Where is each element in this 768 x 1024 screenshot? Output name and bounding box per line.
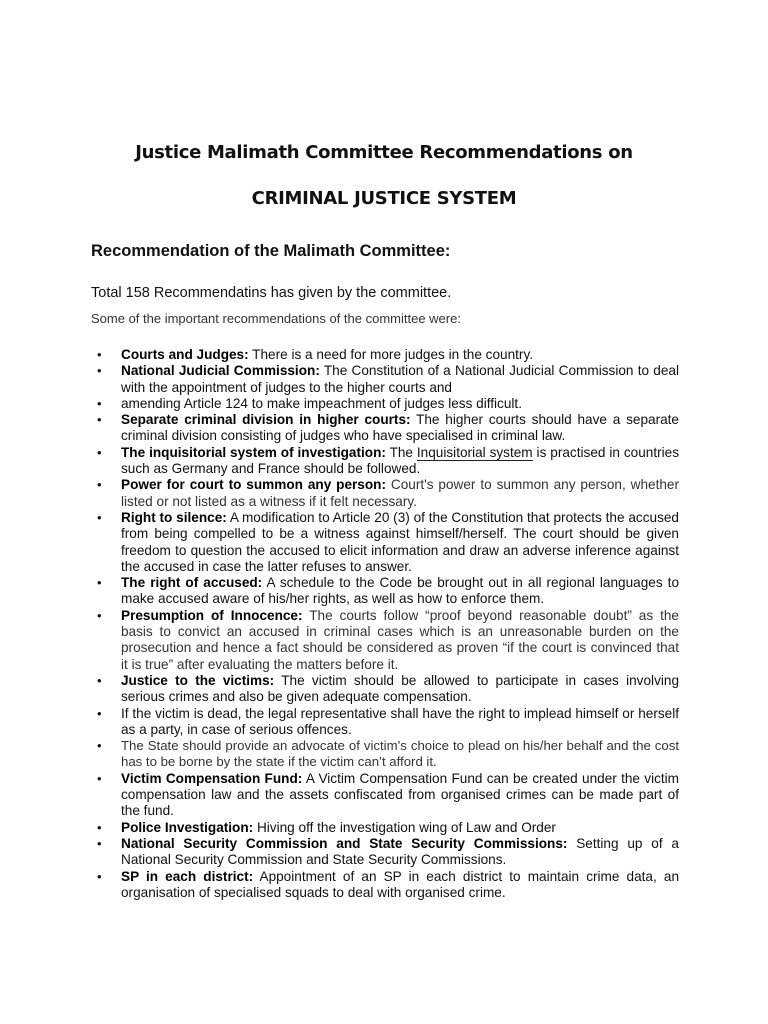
item-term: Right to silence:	[121, 509, 227, 525]
section-heading: Recommendation of the Malimath Committee:	[91, 242, 451, 260]
intro-text: Some of the important recommendations of the committee were:	[91, 311, 461, 326]
list-item	[91, 396, 679, 412]
item-term: The inquisitorial system of investigation:	[121, 444, 386, 460]
item-term: Justice to the victims:	[121, 672, 275, 688]
list-item	[91, 706, 679, 739]
recommendation-list	[91, 347, 679, 901]
item-text: The Constitution of a National Judicial Commission to deal with the appointment of judges to the higher courts and	[121, 363, 679, 395]
list-item	[91, 412, 679, 445]
document-subtitle: CRIMINAL JUSTICE SYSTEM	[251, 188, 517, 209]
item-text-before-link: The	[385, 444, 417, 460]
item-text: A schedule to the Code be brought out in all regional languages to make accused aware of his/her rights, as well as how to enforce them.	[121, 575, 680, 607]
item-text: A modification to Article 20 (3) of the Constitution that protects the accused from being compelled to be a witness against himself/herself. The court should be given freedom to question the accused to elicit information and draw an adverse inference against the accused in case the latter refuses to answer.	[121, 509, 679, 574]
item-text: Setting up of a National Security Commission and State Security Commissions.	[121, 835, 679, 868]
item-term: Courts and Judges:	[121, 347, 249, 362]
list-item	[91, 608, 679, 673]
list-item	[91, 575, 679, 608]
item-term: Victim Compensation Fund:	[121, 770, 303, 786]
item-text: Court's power to summon any person, whether listed or not listed as a witness if it felt necessary.	[121, 477, 680, 509]
item-text: A Victim Compensation Fund can be created under the victim compensation law and the assets confiscated from organised crimes can be made part of the fund.	[121, 770, 680, 819]
item-term: The right of accused:	[121, 575, 263, 591]
list-item	[91, 738, 679, 771]
item-text: The State should provide an advocate of victim’s choice to plead on his/her behalf and the cost has to be borne by the state if the victim can’t afford it.	[121, 738, 679, 770]
item-term: National Security Commission and State Security Commissions:	[121, 835, 568, 851]
list-item	[91, 477, 679, 510]
item-term: Police Investigation:	[121, 819, 254, 835]
list-item	[91, 363, 679, 396]
item-text: is practised in countries such as Germany and France should be followed.	[121, 444, 679, 477]
list-item	[91, 771, 679, 820]
item-text: If the victim is dead, the legal representative shall have the right to implead himself or herself as a party, in case of serious offences.	[121, 705, 679, 737]
list-item	[91, 836, 679, 869]
item-term: Separate criminal division in higher courts:	[121, 412, 411, 428]
list-item	[91, 869, 679, 902]
total-recommendations-text: Total 158 Recommendatins has given by the committee.	[91, 285, 452, 301]
list-item	[91, 347, 679, 363]
item-term: National Judicial Commission:	[121, 363, 320, 379]
item-text: There is a need for more judges in the country.	[248, 347, 534, 362]
list-item	[91, 820, 679, 836]
document-title: Justice Malimath Committee Recommendations on	[135, 142, 633, 163]
item-text: Appointment of an SP in each district to maintain crime data, an organisation of specialised squads to deal with organised crime.	[121, 868, 680, 900]
inquisitorial-system-link[interactable]: Inquisitorial system	[416, 444, 533, 460]
list-item	[91, 445, 679, 478]
item-text: The victim should be allowed to participate in cases involving serious crimes and also be given adequate compensation.	[121, 672, 680, 705]
item-text: The courts follow “proof beyond reasonable doubt” as the basis to convict an accused in criminal cases which is an unreasonable burden on the prosecution and hence a fact should be considered as proven “if the court is convinced that it is true” after evaluating the matters before it.	[121, 607, 679, 672]
item-text: The higher courts should have a separate criminal division consisting of judges who have specialised in criminal law.	[121, 412, 679, 444]
item-term: Presumption of Innocence:	[121, 607, 303, 623]
item-term: SP in each district:	[121, 868, 254, 884]
item-term: Power for court to summon any person:	[121, 477, 387, 493]
item-text: amending Article 124 to make impeachment of judges less difficult.	[121, 395, 522, 411]
item-text: Hiving off the investigation wing of Law and Order	[253, 819, 556, 835]
list-item	[91, 510, 679, 575]
list-item	[91, 673, 679, 706]
